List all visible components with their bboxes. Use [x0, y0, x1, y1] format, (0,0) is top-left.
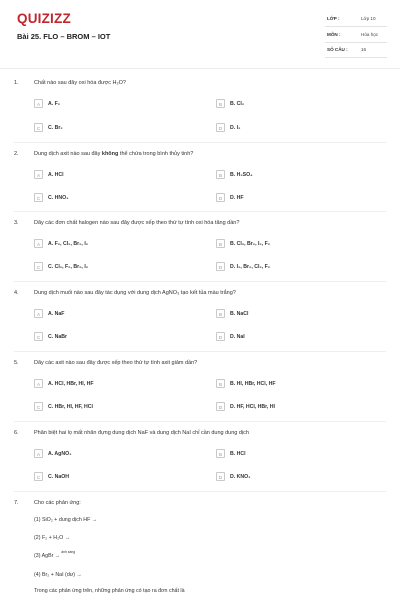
- option-text: D. I₂: [230, 124, 241, 131]
- question-number: 4.: [14, 290, 19, 296]
- option-text: D. NaI: [230, 333, 245, 340]
- option-text: B. HCl: [230, 450, 246, 457]
- question-divider: [14, 351, 386, 352]
- option-letter: D: [216, 332, 225, 341]
- question-divider: [14, 211, 386, 212]
- reaction-text: (3) AgBr →: [34, 553, 61, 559]
- question-text: Chất nào sau đây oxi hóa được H₂O?: [34, 80, 126, 86]
- option-letter: B: [216, 449, 225, 458]
- option-letter: A: [34, 239, 43, 248]
- question-divider: [14, 142, 386, 143]
- question-prompt: Trong các phản ứng trên, những phản ứng có tạo ra đơn chất là: [34, 588, 185, 594]
- question-text: Dãy các đơn chất halogen nào sau đây được xếp theo thứ tự tính oxi hóa tăng dần?: [34, 220, 240, 226]
- reaction-condition: ánh sáng: [61, 550, 76, 554]
- question-number: 7.: [14, 500, 19, 506]
- question-text: Dãy các axit nào sau đây được xếp theo thứ tự tính axit giảm dần?: [34, 360, 198, 366]
- option-text: D. HF: [230, 194, 244, 201]
- reaction-line: (2) F₂ + H₂O →: [34, 535, 71, 541]
- option-text: A. NaF: [48, 310, 65, 317]
- option-text: D. I₂, Br₂, Cl₂, F₂: [230, 263, 271, 270]
- meta-label-count: SỐ CÂU :: [327, 47, 348, 52]
- option-letter: A: [34, 170, 43, 179]
- meta-label-class: LỚP :: [327, 16, 340, 21]
- option-text: A. HCl: [48, 171, 64, 178]
- option-text: A. HCl, HBr, HI, HF: [48, 380, 94, 387]
- header-divider: [0, 68, 400, 69]
- question-text: [34, 151, 193, 157]
- option-letter: C: [34, 193, 43, 202]
- option-letter: D: [216, 472, 225, 481]
- option-letter: D: [216, 262, 225, 271]
- option-text: A. F₂, Cl₂, Br₂, I₂: [48, 240, 89, 247]
- option-text: B. NaCl: [230, 310, 249, 317]
- question-text-part: thể chứa trong bình thủy tinh?: [118, 151, 194, 157]
- option-text: B. Cl₂: [230, 100, 245, 107]
- option-letter: D: [216, 123, 225, 132]
- option-letter: B: [216, 309, 225, 318]
- option-letter: A: [34, 449, 43, 458]
- option-text: C. Cl₂, F₂, Br₂, I₂: [48, 263, 89, 270]
- reaction-line: (1) SiO₂ + dung dịch HF →: [34, 517, 98, 523]
- option-letter: B: [216, 170, 225, 179]
- option-letter: A: [34, 379, 43, 388]
- option-text: C. Br₂: [48, 124, 63, 131]
- option-letter: C: [34, 402, 43, 411]
- question-divider: [14, 421, 386, 422]
- worksheet-title: Bài 25. FLO – BROM – IOT: [17, 32, 111, 41]
- option-text: C. HNO₃: [48, 194, 69, 201]
- option-text: B. Cl₂, Br₂, I₂, F₂: [230, 240, 271, 247]
- option-text: C. HBr, HI, HF, HCl: [48, 403, 93, 410]
- meta-value-class: Lớp 10: [361, 16, 376, 21]
- meta-label-subject: MÔN :: [327, 32, 341, 37]
- option-letter: B: [216, 99, 225, 108]
- question-number: 1.: [14, 80, 19, 86]
- option-letter: A: [34, 99, 43, 108]
- option-text: B. H₂SO₄: [230, 171, 253, 178]
- question-text-part: Dung dịch axit nào sau đây: [34, 151, 102, 157]
- option-text: B. HI, HBr, HCl, HF: [230, 380, 276, 387]
- option-letter: C: [34, 332, 43, 341]
- option-text: A. AgNO₃: [48, 450, 72, 457]
- reaction-line: [34, 550, 76, 559]
- option-letter: A: [34, 309, 43, 318]
- option-letter: C: [34, 262, 43, 271]
- quizizz-logo: QUIZIZZ: [17, 11, 71, 26]
- option-text: D. KNO₃: [230, 473, 251, 480]
- option-letter: C: [34, 472, 43, 481]
- meta-value-count: 16: [361, 47, 367, 52]
- meta-value-subject: Hóa học: [361, 32, 379, 37]
- question-text: Cho các phản ứng:: [34, 500, 81, 506]
- option-letter: C: [34, 123, 43, 132]
- option-letter: D: [216, 193, 225, 202]
- question-number: 2.: [14, 151, 19, 157]
- option-text: C. NaBr: [48, 333, 68, 340]
- question-text-emphasis: không: [101, 151, 119, 157]
- option-letter: B: [216, 379, 225, 388]
- question-text: Phân biệt hai lọ mất nhãn đựng dung dịch NaF và dung dịch NaI chỉ cần dung dung dịch: [34, 430, 249, 436]
- option-text: A. F₂: [48, 100, 61, 107]
- option-text: D. HF, HCl, HBr, HI: [230, 403, 275, 410]
- option-letter: B: [216, 239, 225, 248]
- question-number: 5.: [14, 360, 19, 366]
- question-text: Dung dịch muối nào sau đây tác dụng với dung dịch AgNO₃ tạo kết tủa màu trắng?: [34, 290, 236, 296]
- worksheet-header: [0, 0, 400, 68]
- option-text: C. NaOH: [48, 473, 70, 480]
- option-letter: D: [216, 402, 225, 411]
- question-number: 6.: [14, 430, 19, 436]
- question-divider: [14, 281, 386, 282]
- question-number: 3.: [14, 220, 19, 226]
- question-divider: [14, 491, 386, 492]
- reaction-line: (4) Br₂ + NaI (dư) →: [34, 572, 82, 578]
